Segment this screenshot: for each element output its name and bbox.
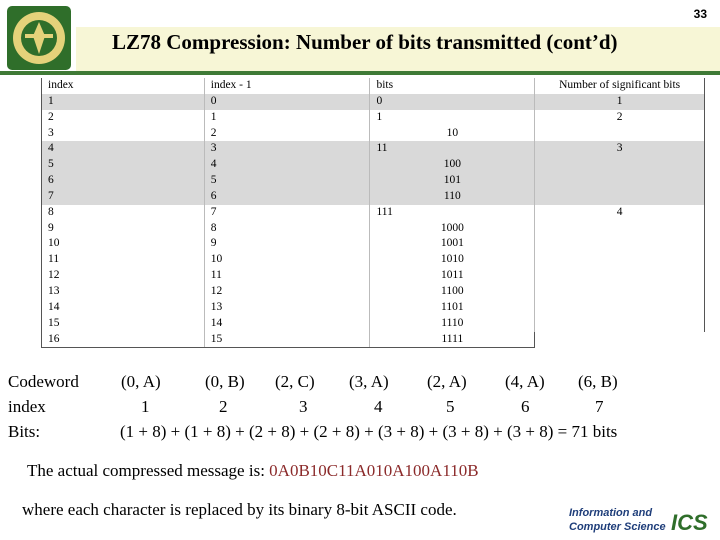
codeword-index: 1: [141, 397, 150, 416]
codeword-pair: (3, A): [349, 372, 389, 391]
codeword-index: 7: [595, 397, 604, 416]
cell-significant-bits: 4: [535, 205, 705, 332]
page-number: 33: [693, 7, 707, 21]
cell-bits: 10: [370, 126, 535, 142]
table-row: [42, 205, 705, 221]
ics-logo-line2: Computer Science: [569, 521, 666, 533]
cell-significant-bits: 2: [535, 110, 705, 142]
cell-bits: 1: [370, 110, 535, 126]
bits-expression: (1 + 8) + (1 + 8) + (2 + 8) + (2 + 8) + (3 + 8) + (3 + 8) + (3 + 8) = 71 bits: [120, 422, 618, 441]
codeword-pair: (2, A): [427, 372, 467, 391]
codeword-index: 5: [446, 397, 455, 416]
cell-bits: 1100: [370, 284, 535, 300]
cell-index: 5: [42, 157, 205, 173]
ascii-note: where each character is replaced by its binary 8-bit ASCII code.: [22, 500, 457, 519]
cell-bits: 101: [370, 173, 535, 189]
cell-bits: 1001: [370, 236, 535, 252]
codeword-index: 6: [521, 397, 530, 416]
cell-index-minus-1: 15: [204, 332, 370, 348]
cell-bits: 1011: [370, 268, 535, 284]
cell-index: 11: [42, 252, 205, 268]
bits-label: Bits:: [8, 422, 41, 441]
table-header-row: [42, 78, 705, 94]
cell-index: 8: [42, 205, 205, 221]
cell-index: 3: [42, 126, 205, 142]
table-row: [42, 94, 705, 110]
cell-bits: 111: [370, 205, 535, 221]
header-index: index: [42, 78, 205, 94]
cell-index-minus-1: 2: [204, 126, 370, 142]
table-row: [42, 141, 705, 157]
cell-bits: 1110: [370, 316, 535, 332]
cell-index-minus-1: 9: [204, 236, 370, 252]
cell-index: 16: [42, 332, 205, 348]
cell-index: 6: [42, 173, 205, 189]
cell-index: 13: [42, 284, 205, 300]
cell-bits: 100: [370, 157, 535, 173]
cell-bits: 1000: [370, 221, 535, 237]
compressed-message-value: 0A0B10C11A010A100A110B: [269, 461, 479, 480]
cell-bits: 1010: [370, 252, 535, 268]
cell-index: 10: [42, 236, 205, 252]
cell-index-minus-1: 13: [204, 300, 370, 316]
cell-index-minus-1: 8: [204, 221, 370, 237]
university-logo: [5, 4, 73, 72]
codeword-pair: (6, B): [578, 372, 618, 391]
cell-index-minus-1: 0: [204, 94, 370, 110]
table-row: [42, 332, 705, 348]
codeword-label: Codeword: [8, 372, 79, 391]
cell-index-minus-1: 4: [204, 157, 370, 173]
index-label: index: [8, 397, 46, 416]
cell-index: 2: [42, 110, 205, 126]
cell-significant-bits: 3: [535, 141, 705, 204]
ics-logo-mark: ICS: [671, 510, 708, 535]
codeword-pair: (4, A): [505, 372, 545, 391]
codeword-index: 4: [374, 397, 383, 416]
codeword-pair: (0, B): [205, 372, 245, 391]
cell-index-minus-1: 3: [204, 141, 370, 157]
cell-significant-bits: 1: [535, 94, 705, 110]
cell-index: 9: [42, 221, 205, 237]
codeword-pair: (2, C): [275, 372, 315, 391]
cell-bits: 11: [370, 141, 535, 157]
cell-index-minus-1: 10: [204, 252, 370, 268]
cell-index-minus-1: 14: [204, 316, 370, 332]
header-index-minus-1: index - 1: [204, 78, 370, 94]
cell-index-minus-1: 7: [204, 205, 370, 221]
codeword-index: 2: [219, 397, 228, 416]
cell-index: 15: [42, 316, 205, 332]
cell-bits: 1101: [370, 300, 535, 316]
codeword-pair: (0, A): [121, 372, 161, 391]
slide-title: LZ78 Compression: Number of bits transmitted (cont’d): [112, 30, 618, 54]
header-bits: bits: [370, 78, 535, 94]
ics-logo-line1: Information and: [569, 507, 653, 519]
title-rule: [0, 71, 720, 75]
cell-index-minus-1: 5: [204, 173, 370, 189]
cell-index-minus-1: 11: [204, 268, 370, 284]
cell-bits: 1111: [370, 332, 535, 348]
compressed-message-line: [27, 461, 479, 481]
ics-logo: [567, 503, 715, 535]
cell-index: 4: [42, 141, 205, 157]
codeword-index: 3: [299, 397, 308, 416]
table-row: [42, 110, 705, 126]
cell-index: 12: [42, 268, 205, 284]
compressed-message-prefix: The actual compressed message is:: [27, 461, 270, 480]
bits-table: [41, 78, 705, 348]
cell-index: 1: [42, 94, 205, 110]
cell-index-minus-1: 6: [204, 189, 370, 205]
cell-index-minus-1: 1: [204, 110, 370, 126]
header-significant-bits: Number of significant bits: [535, 78, 705, 94]
cell-bits: 110: [370, 189, 535, 205]
cell-index: 14: [42, 300, 205, 316]
cell-bits: 0: [370, 94, 535, 110]
cell-index: 7: [42, 189, 205, 205]
cell-index-minus-1: 12: [204, 284, 370, 300]
